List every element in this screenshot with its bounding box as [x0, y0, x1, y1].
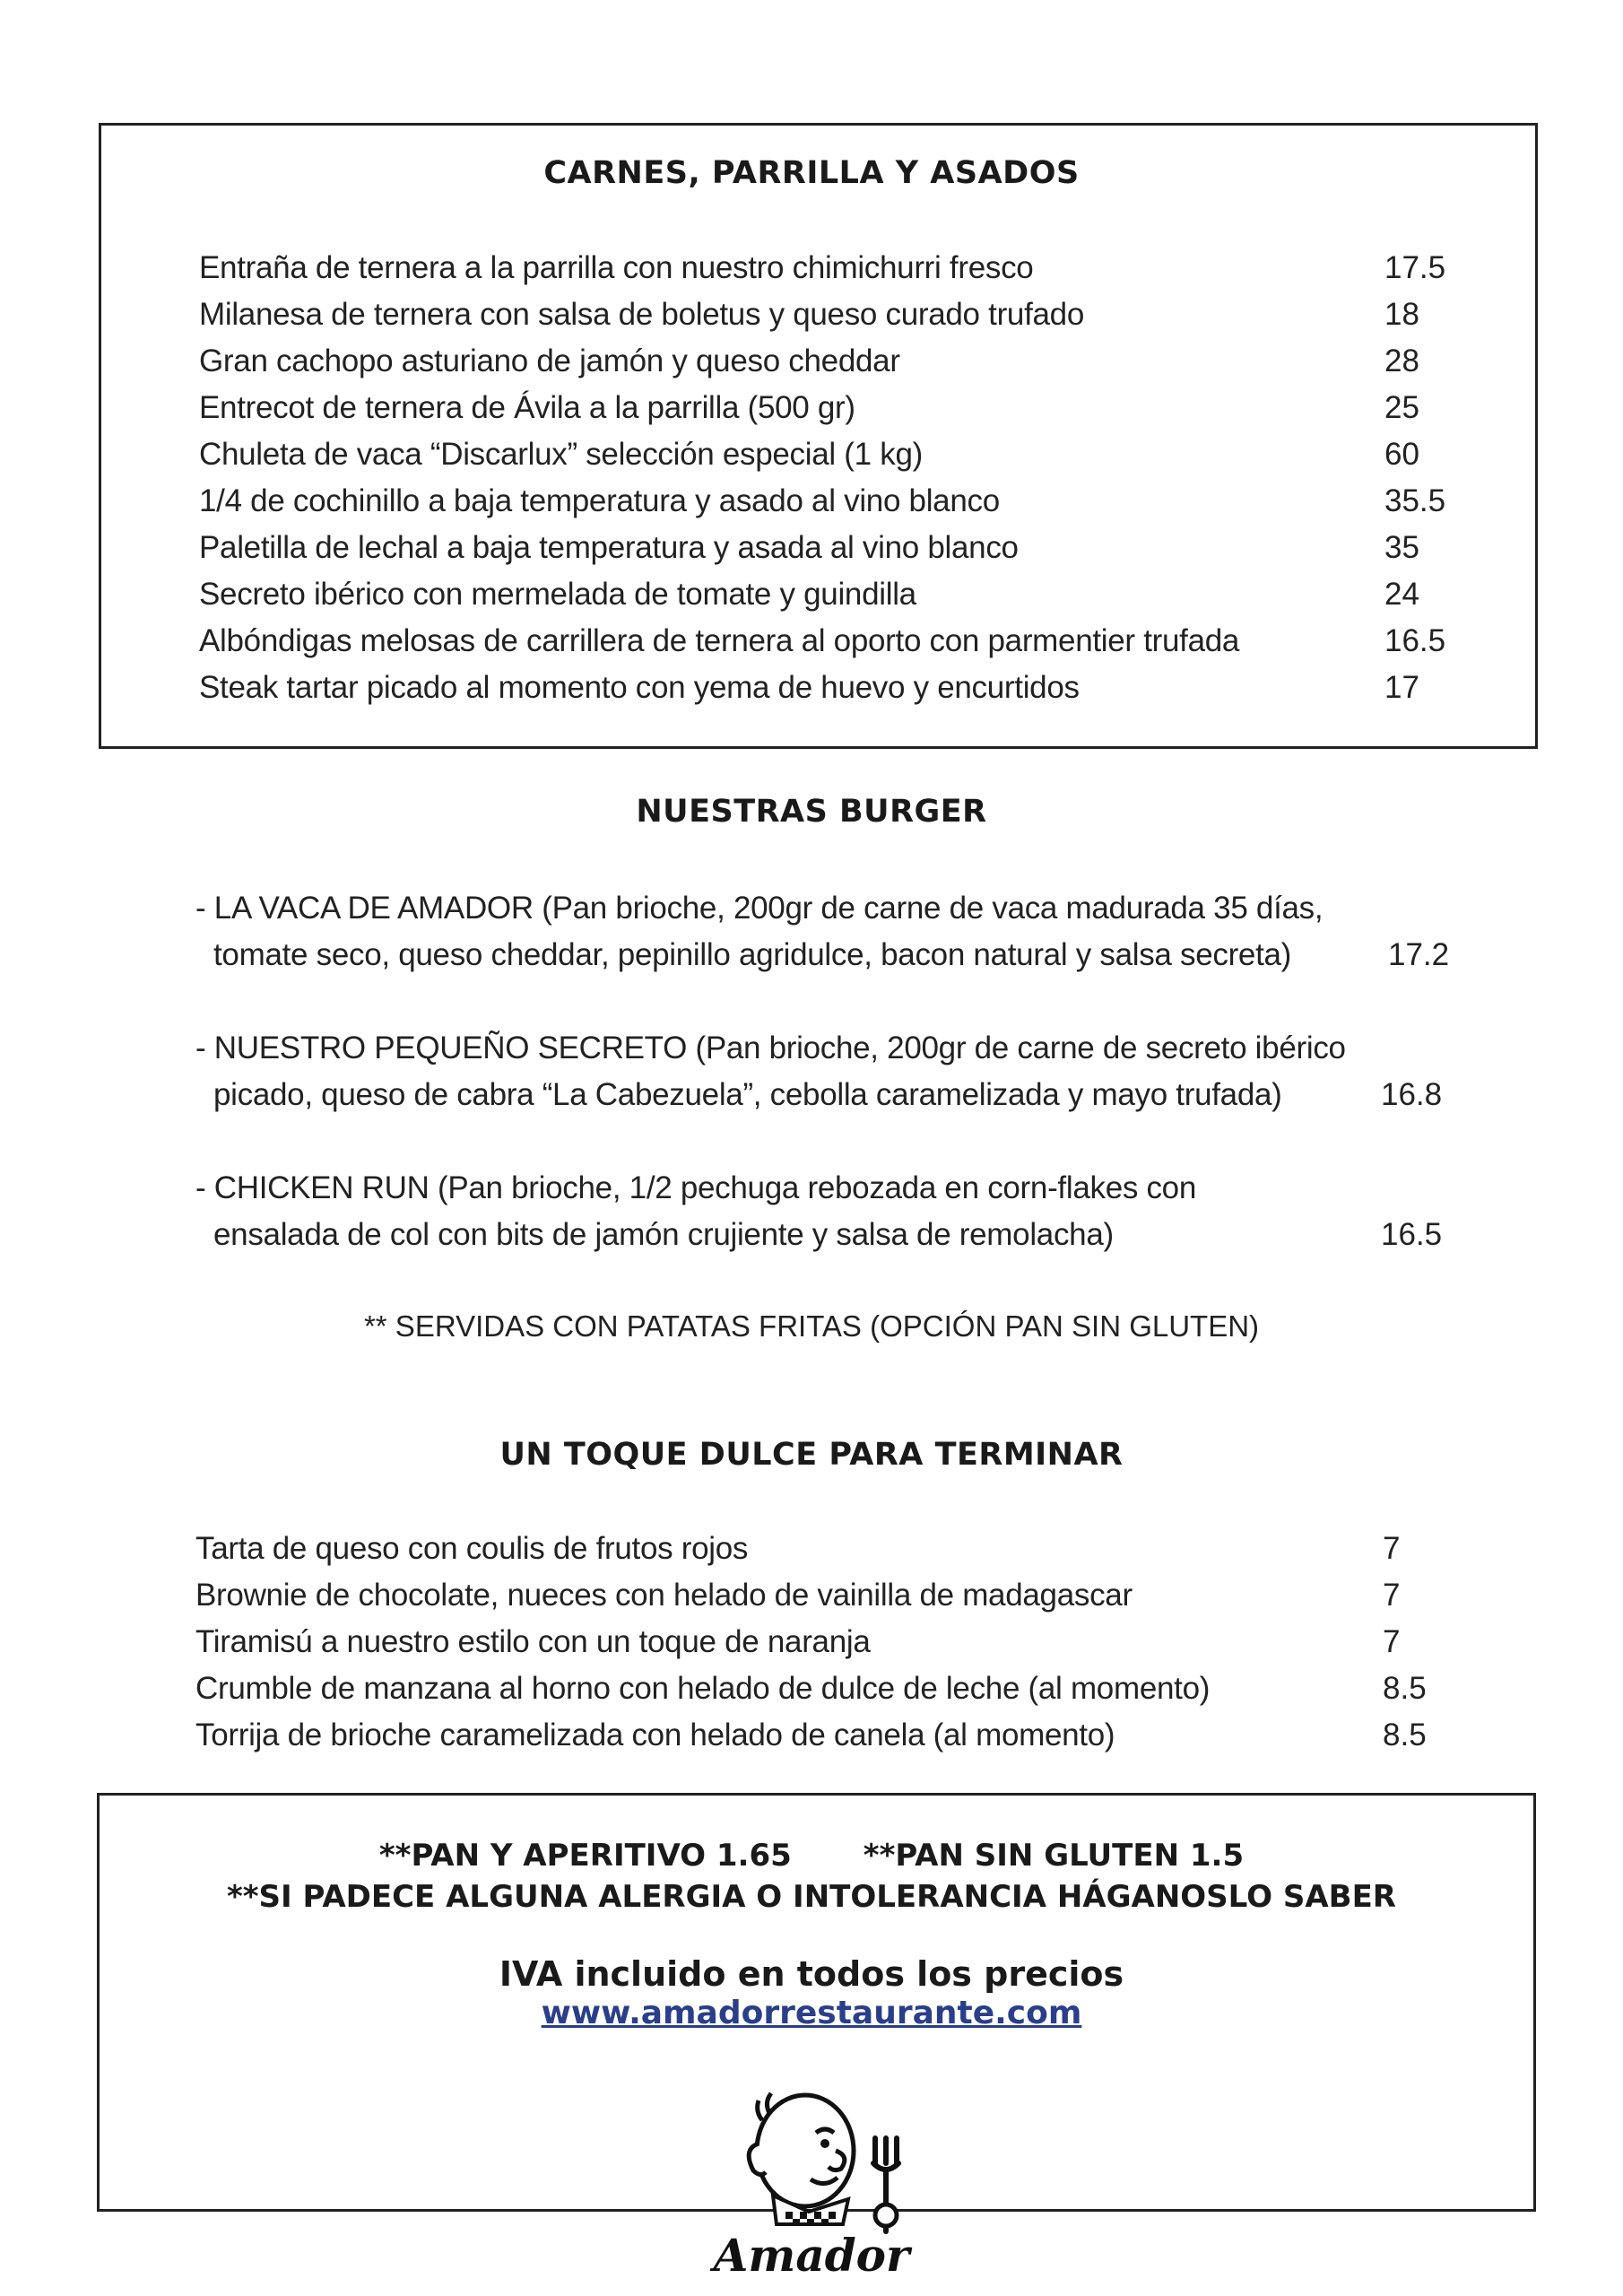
vat-note: IVA incluido en todos los precios [499, 1954, 1124, 1994]
menu-item-price: 7 [1383, 1531, 1401, 1566]
burger-item-price: 16.8 [1381, 1077, 1443, 1112]
menu-item-name: Tiramisú a nuestro estilo con un toque de naranja [195, 1624, 871, 1659]
menu-item-price: 8.5 [1383, 1671, 1427, 1706]
burger-item-price: 16.5 [1381, 1217, 1443, 1252]
menu-item-price: 8.5 [1383, 1718, 1427, 1752]
menu-item-name: 1/4 de cochinillo a baja temperatura y asado al vino blanco [199, 483, 1000, 518]
menu-item-price: 35 [1384, 530, 1419, 565]
amador-logo [699, 2081, 924, 2287]
menu-item-name: Steak tartar picado al momento con yema de huevo y encurtidos [199, 670, 1080, 705]
menu-item-name: Entraña de ternera a la parrilla con nuestro chimichurri fresco [199, 250, 1034, 285]
burger-item-line-1: - CHICKEN RUN (Pan brioche, 1/2 pechuga rebozada en corn-flakes con [195, 1170, 1197, 1205]
menu-item-price: 17 [1384, 670, 1419, 705]
burger-section-title: NUESTRAS BURGER [636, 794, 987, 830]
bread-and-gluten-line [0, 1838, 1623, 1874]
menu-item-price: 16.5 [1384, 623, 1446, 658]
menu-item-name: Albóndigas melosas de carrillera de ternera al oporto con parmentier trufada [199, 623, 1240, 658]
amador-wordmark: Amador [713, 2229, 910, 2282]
burger-item-line-2: ensalada de col con bits de jamón crujiente y salsa de remolacha) [213, 1217, 1114, 1252]
website-link[interactable]: www.amadorrestaurante.com [541, 1995, 1082, 2031]
menu-item-name: Secreto ibérico con mermelada de tomate y guindilla [199, 577, 916, 612]
menu-item-price: 24 [1384, 577, 1419, 612]
burger-item-line-2: picado, queso de cabra “La Cabezuela”, cebolla caramelizada y mayo trufada) [213, 1077, 1282, 1112]
menu-item-price: 18 [1384, 297, 1419, 332]
menu-item-price: 28 [1384, 344, 1419, 378]
menu-item-name: Entrecot de ternera de Ávila a la parrilla (500 gr) [199, 390, 855, 425]
bread-price-note: **PAN Y APERITIVO 1.65 [378, 1838, 792, 1874]
menu-item-price: 7 [1383, 1624, 1401, 1659]
burger-item-line-1: - LA VACA DE AMADOR (Pan brioche, 200gr de carne de vaca madurada 35 días, [195, 891, 1324, 926]
menu-item-name: Torrija de brioche caramelizada con helado de canela (al momento) [195, 1718, 1115, 1752]
menu-item-name: Gran cachopo asturiano de jamón y queso cheddar [199, 344, 900, 378]
dessert-section-title: UN TOQUE DULCE PARA TERMINAR [499, 1437, 1124, 1473]
menu-item-name: Tarta de queso con coulis de frutos rojos [195, 1531, 749, 1566]
burger-item-price: 17.2 [1388, 937, 1450, 972]
menu-item-price: 35.5 [1384, 483, 1446, 518]
menu-item-price: 7 [1383, 1578, 1401, 1613]
menu-item-name: Milanesa de ternera con salsa de boletus y queso curado trufado [199, 297, 1085, 332]
carnes-section-title: CARNES, PARRILLA Y ASADOS [543, 155, 1080, 191]
menu-item-name: Brownie de chocolate, nueces con helado de vainilla de madagascar [195, 1578, 1133, 1613]
burger-item-line-2: tomate seco, queso cheddar, pepinillo agridulce, bacon natural y salsa secreta) [213, 937, 1292, 972]
menu-item-price: 60 [1384, 437, 1419, 472]
menu-item-name: Paletilla de lechal a baja temperatura y asada al vino blanco [199, 530, 1019, 565]
menu-item-price: 17.5 [1384, 250, 1446, 285]
menu-item-name: Crumble de manzana al horno con helado de dulce de leche (al momento) [195, 1671, 1211, 1706]
burger-fries-note: ** SERVIDAS CON PATATAS FRITAS (OPCIÓN PAN SIN GLUTEN) [363, 1309, 1260, 1343]
burger-item-line-1: - NUESTRO PEQUEÑO SECRETO (Pan brioche, 200gr de carne de secreto ibérico [195, 1031, 1346, 1065]
menu-item-price: 25 [1384, 390, 1419, 425]
allergy-note: **SI PADECE ALGUNA ALERGIA O INTOLERANCIA HÁGANOSLO SABER [227, 1879, 1396, 1915]
menu-item-name: Chuleta de vaca “Discarlux” selección especial (1 kg) [199, 437, 923, 472]
amador-logo-icon [699, 2081, 924, 2287]
gluten-free-price-note: **PAN SIN GLUTEN 1.5 [863, 1838, 1245, 1874]
